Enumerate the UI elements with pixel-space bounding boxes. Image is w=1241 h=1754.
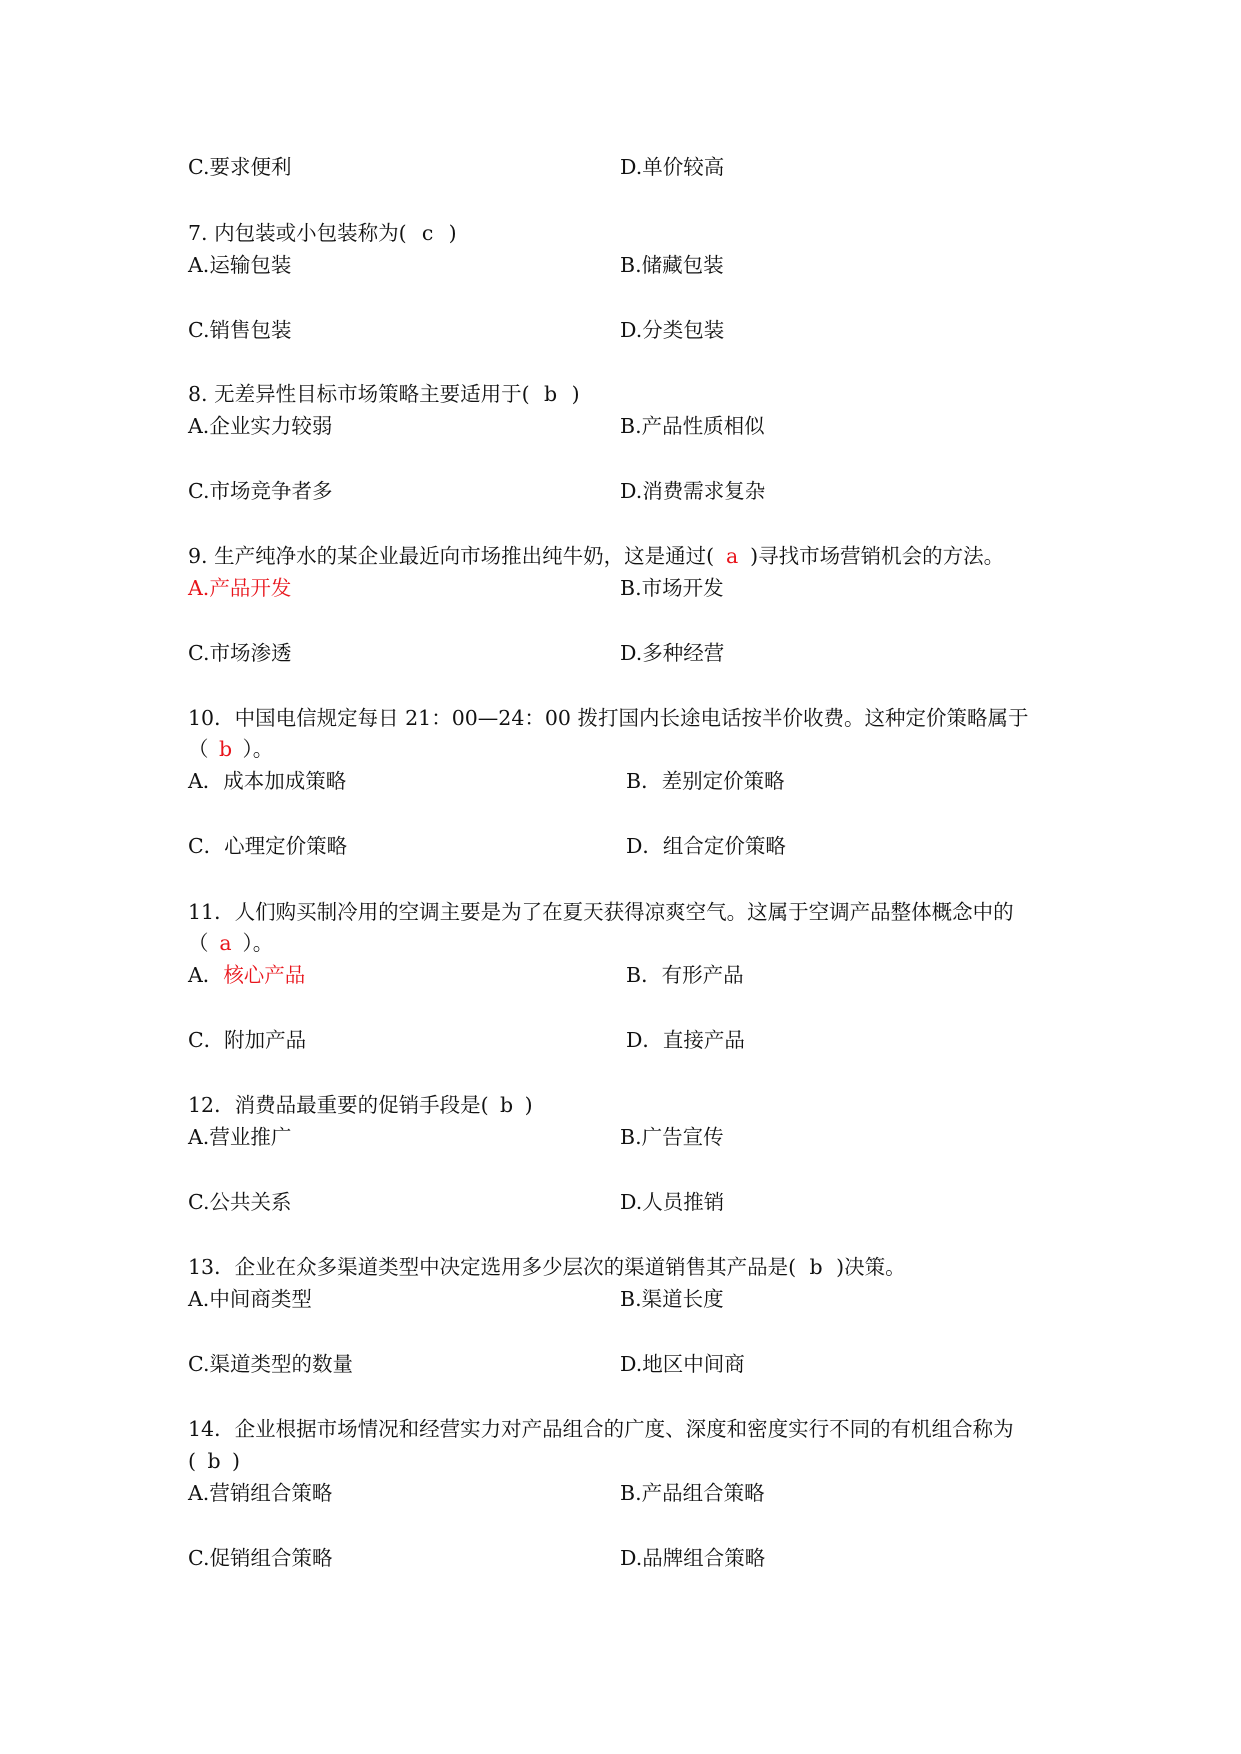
option-d: D.地区中间商 [620, 1352, 745, 1376]
stem-text: ( [188, 1449, 196, 1473]
stem-text-tail: )决策。 [836, 1255, 906, 1279]
answer-blank: b [544, 382, 558, 406]
option-a: A.企业实力较弱 [188, 414, 333, 438]
question-13-stem [188, 1253, 906, 1281]
option-b: B.储藏包装 [620, 253, 724, 277]
question-number: 7. [188, 221, 208, 245]
question-number: 12． [188, 1093, 235, 1117]
option-b: B.广告宣传 [620, 1125, 724, 1149]
question-14-stem-line2 [188, 1447, 240, 1475]
option-c: C.促销组合策略 [188, 1546, 333, 1570]
answer-blank: a [725, 544, 739, 568]
question-12-stem [188, 1091, 533, 1119]
question-8-stem [188, 380, 580, 408]
option-d: D．直接产品 [626, 1028, 745, 1052]
option-d: D.单价较高 [620, 155, 725, 179]
stem-text-tail: ）。 [242, 737, 274, 761]
answer-blank: b [500, 1093, 514, 1117]
question-number: 9. [188, 544, 208, 568]
option-b: B.产品组合策略 [620, 1481, 765, 1505]
option-a: A．成本加成策略 [188, 769, 347, 793]
option-c: C．心理定价策略 [188, 834, 348, 858]
option-c: C.要求便利 [188, 155, 292, 179]
answer-blank: a [219, 931, 232, 955]
option-a: A.中间商类型 [188, 1287, 312, 1311]
option-d: D.消费需求复杂 [620, 479, 766, 503]
stem-text: 企业根据市场情况和经营实力对产品组合的广度、深度和密度实行不同的有机组合称为 [234, 1417, 1014, 1441]
option-d: D.品牌组合策略 [620, 1546, 766, 1570]
option-b: B.产品性质相似 [620, 414, 765, 438]
question-number: 11． [188, 900, 235, 924]
stem-text-tail: ) [232, 1449, 240, 1473]
option-a: A.营销组合策略 [188, 1481, 333, 1505]
question-number: 8. [188, 382, 208, 406]
option-text: 核心产品 [223, 963, 306, 987]
stem-text-tail: ) [524, 1093, 533, 1117]
stem-text: 无差异性目标市场策略主要适用于( [214, 382, 530, 406]
question-9-stem [188, 542, 1004, 570]
stem-text-tail: ）。 [242, 931, 274, 955]
stem-text: 企业在众多渠道类型中决定选用多少层次的渠道销售其产品是( [234, 1255, 797, 1279]
option-c: C.市场渗透 [188, 641, 292, 665]
stem-text-tail: ) [571, 382, 580, 406]
stem-text: 消费品最重要的促销手段是( [234, 1093, 489, 1117]
stem-text: 内包装或小包装称为( [214, 221, 407, 245]
question-number: 13． [188, 1255, 235, 1279]
option-d: D.人员推销 [620, 1190, 725, 1214]
option-c: C.公共关系 [188, 1190, 292, 1214]
option-b: B.渠道长度 [620, 1287, 724, 1311]
stem-text: 中国电信规定每日 21：00—24：00 拨打国内长途电话按半价收费。这种定价策略属于 [234, 706, 1029, 730]
option-d: D.分类包装 [620, 318, 725, 342]
option-c: C.市场竞争者多 [188, 479, 333, 503]
stem-text: （ [188, 931, 209, 955]
answer-blank: b [207, 1449, 221, 1473]
option-c: C.销售包装 [188, 318, 292, 342]
question-number: 14． [188, 1417, 235, 1441]
stem-text: 人们购买制冷用的空调主要是为了在夏天获得凉爽空气。这属于空调产品整体概念中的 [234, 900, 1014, 924]
option-c: C．附加产品 [188, 1028, 307, 1052]
option-b: B．差别定价策略 [626, 769, 785, 793]
answer-blank: b [809, 1255, 823, 1279]
answer-blank: b [218, 737, 233, 761]
question-11-stem [188, 898, 1014, 926]
answer-blank: c [421, 221, 434, 245]
option-a: A.营业推广 [188, 1125, 292, 1149]
option-label: A． [188, 963, 224, 987]
option-a-correct [188, 961, 305, 989]
stem-text: 生产纯净水的某企业最近向市场推出纯牛奶，这是通过( [214, 544, 715, 568]
stem-text-tail: ) [448, 221, 457, 245]
option-d: D.多种经营 [620, 641, 725, 665]
question-11-stem-line2 [188, 929, 273, 957]
option-c: C.渠道类型的数量 [188, 1352, 353, 1376]
question-number: 10． [188, 706, 235, 730]
option-b: B．有形产品 [626, 963, 744, 987]
question-7-stem [188, 219, 457, 247]
option-b: B.市场开发 [620, 576, 724, 600]
option-a: A.运输包装 [188, 253, 292, 277]
option-d: D．组合定价策略 [626, 834, 786, 858]
question-10-stem [188, 704, 1028, 732]
stem-text-tail: )寻找市场营销机会的方法。 [750, 544, 1005, 568]
question-14-stem [188, 1415, 1014, 1443]
option-a-correct: A.产品开发 [188, 576, 292, 600]
stem-text: （ [188, 737, 209, 761]
question-10-stem-line2 [188, 735, 273, 763]
